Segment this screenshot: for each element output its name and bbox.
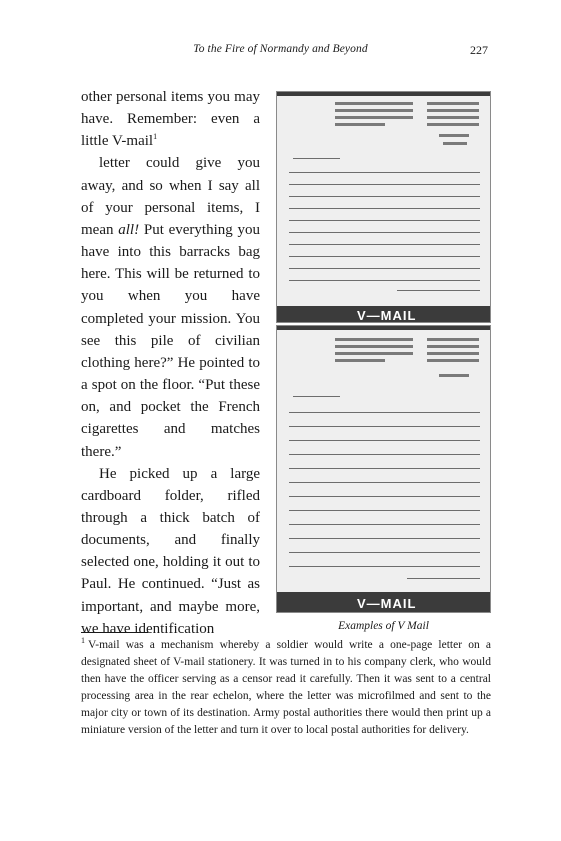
page-number: 227 (470, 43, 488, 57)
vmail-letter-image-1 (276, 91, 491, 323)
paragraph-2-text-b: Put everything you have into this barracks bag here. This will be returned to you when you have completed your mission. You see this pile of civilian clothing here?” He pointed to a spot on the floor. “Put these on, and pocket the French cigarettes and matches there.” (81, 221, 261, 460)
running-title: To the Fire of Normandy and Beyond (193, 43, 368, 55)
footnote-reference: 1 (153, 132, 158, 142)
vmail-logo-1: V—MAIL (357, 308, 417, 323)
footnote-rule (81, 632, 148, 633)
paragraph-3-text: He picked up a large cardboard folder, rifled through a thick batch of documents, and finally selected one, holding it out to Paul. He continued. “Just as important, and maybe more, we have identification (81, 465, 260, 637)
paragraph-1 (81, 86, 260, 152)
paragraph-1-text: other personal items you may have. Remember: even a little V-mail (81, 89, 260, 150)
footnote (81, 637, 491, 740)
paragraph-2 (81, 152, 260, 462)
paragraph-3 (81, 463, 260, 640)
vmail-figure (276, 91, 491, 615)
paragraph-2-text-a: letter could give you away, and so when I say all of your personal items, I mean (81, 155, 260, 238)
vmail-logo-2: V—MAIL (357, 596, 417, 611)
vmail-letter-image-2 (276, 325, 491, 613)
body-text-column (81, 86, 260, 640)
emphasis-all: all! (118, 221, 140, 238)
footnote-text: V-mail was a mechanism whereby a soldier would write a one-page letter on a designated sheet of V-mail stationery. It was turned in to his company clerk, who would then have the officer serving as a censor read it carefully. Then it was sent to a central processing area in the rear echelon, where the letter was microfilmed and sent to the major city or town of its destination. Army postal authorities there would then print up a miniature version of the letter and turn it over to local postal authorities for delivery. (81, 639, 491, 737)
figure-caption: Examples of V Mail (338, 620, 429, 632)
footnote-number: 1 (81, 636, 85, 646)
